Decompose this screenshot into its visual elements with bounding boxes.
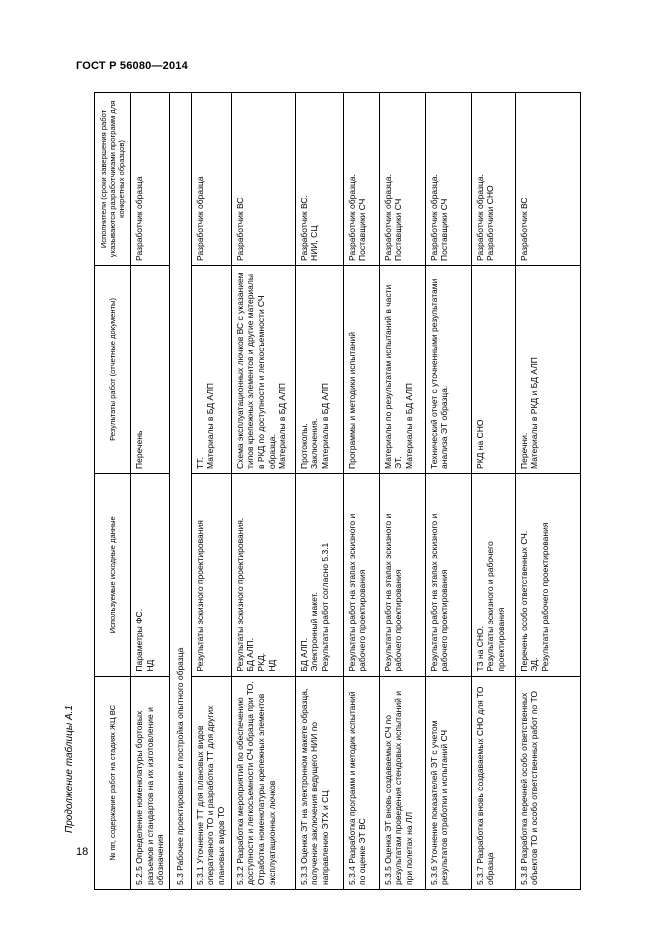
cell-line: БД АЛП. (245, 637, 256, 672)
input-data-cell (471, 473, 515, 676)
work-content-cell: 5.3.5 Оценка ЭТ вновь создаваемых СЧ по результатам проведения стендовых испытаний и при полетах на ЛЛ (379, 676, 425, 889)
cell-line: Перечень особо ответственных СЧ. (518, 530, 529, 672)
executors-cell (425, 93, 471, 266)
cell-line: Разработчик образца (194, 176, 205, 261)
table-row (425, 93, 471, 890)
input-data-cell (425, 473, 471, 676)
work-content-cell: 5.3.1 Уточнение ТТ для плановых видов оперативного ТО и разработка ТТ для других плановых видов ТО (191, 676, 231, 889)
work-content-cell: 5.3.3 Оценка ЭТ на электронном макете образца, получение заключения ведущего НИИ по направлению ЭТХ и СЦ (295, 676, 343, 889)
cell-line: Результаты работ на этапах эскизного и рабочего проектирования (428, 513, 450, 672)
input-data-cell (379, 473, 425, 676)
cell-line: Результаты эскизного проектирования. (234, 517, 245, 672)
input-data-cell (515, 473, 580, 676)
work-content-cell: 5.3.8 Разработка перечней особо ответственных объектов ТО и особо ответственных работ по ТО (515, 676, 580, 889)
cell-line: Материалы в РКД и БД АЛП (529, 357, 540, 469)
cell-line: Разработчик образца. (382, 174, 393, 261)
cell-line: ЭД. (529, 657, 540, 672)
cell-line: Параметры ФС. (134, 608, 144, 672)
results-cell (515, 265, 580, 473)
rotated-table-wrapper (94, 92, 581, 890)
cell-line: Результаты работ на этапах эскизного и рабочего проектирования (346, 513, 368, 672)
cell-line: Программы и методики испытаний (346, 331, 357, 469)
column-header: Исполнители (сроки завершения работ указываются разработчиками программ для конкретных образцов) (95, 93, 131, 266)
cell-line: ТТ. (194, 457, 205, 469)
cell-line: Материалы в БД АЛП (319, 382, 330, 469)
table-row (343, 93, 379, 890)
cell-line: Заключения. (309, 418, 320, 469)
document-header: ГОСТ Р 56080—2014 (76, 60, 188, 72)
input-data-cell (131, 473, 170, 676)
cell-line: Результаты работ согласно 5.3.1 (319, 542, 330, 672)
table-row (231, 93, 295, 890)
results-cell (471, 265, 515, 473)
cell-line: Поставщики СЧ (393, 198, 404, 261)
table-row (295, 93, 343, 890)
cell-line: Технический отчет с уточненными результатами анализа ЭТ образца. (428, 278, 450, 469)
cell-line: НД (144, 659, 155, 672)
page-number: 18 (76, 846, 89, 858)
cell-line: Результаты эскизного проектирования (194, 520, 205, 672)
cell-line: РКД на СНО (474, 419, 485, 469)
executors-cell (515, 93, 580, 266)
cell-line: Разработчик ВС (518, 197, 529, 261)
executors-cell (379, 93, 425, 266)
column-header: № пп, содержание работ на стадиях ЖЦ ВС (95, 676, 131, 889)
cell-line: Результаты рабочего проектирования (539, 522, 550, 672)
results-cell (379, 265, 425, 473)
table-row (131, 93, 170, 890)
table-header-row (95, 93, 131, 890)
cell-line: Материалы в БД АЛП (277, 382, 288, 469)
cell-line: Перечень (134, 430, 144, 469)
table-row (471, 93, 515, 890)
column-header: Результаты работ (отчетные документы) (95, 265, 131, 473)
table-row (379, 93, 425, 890)
column-header: Используемые исходные данные (95, 473, 131, 676)
executors-cell (471, 93, 515, 266)
input-data-cell (231, 473, 295, 676)
cell-line: Перечни. (518, 432, 529, 469)
cell-line: Материалы по результатам испытаний в части ЭТ. (382, 284, 404, 469)
cell-line: НИИ, СЦ (309, 225, 320, 261)
cell-line: ТЗ на СНО. (474, 625, 485, 672)
work-content-cell: 5.3.6 Уточнение показателей ЭТ с учетом результатов отработки и испытаний СЧ (425, 676, 471, 889)
cell-line: Поставщики СЧ (357, 198, 368, 261)
cell-line: БД АЛП. (298, 637, 309, 672)
input-data-cell (191, 473, 231, 676)
section-row (169, 93, 191, 890)
cell-line: НД (266, 659, 277, 672)
input-data-cell (295, 473, 343, 676)
executors-cell (231, 93, 295, 266)
results-cell (295, 265, 343, 473)
results-cell (131, 265, 170, 473)
input-data-cell (343, 473, 379, 676)
cell-line: Разработчик образца. (474, 174, 485, 261)
table-caption: Продолжение таблицы А.1 (64, 705, 75, 833)
cell-line: Материалы в БД АЛП (403, 382, 414, 469)
cell-line: Разработчик образца. (346, 174, 357, 261)
cell-line: Результаты работ на этапах эскизного и рабочего проектирования (382, 513, 404, 672)
table-row (515, 93, 580, 890)
work-content-cell: 5.3.7 Разработка вновь создаваемых СНО для ТО образца (471, 676, 515, 889)
work-content-cell: 5.3.2 Разработка мероприятий по обеспечению доступности и легкосъемности СЧ образца при ТО. Отработка номенклатуры крепежных элементов эксплуатационных лючков (231, 676, 295, 889)
cell-line: Разработчик образца. (428, 174, 439, 261)
work-table (94, 92, 581, 890)
cell-line: Результаты эскизного и рабочего проектирования (485, 541, 506, 672)
cell-line: Разработчик ВС. (298, 195, 309, 261)
cell-line: Схема эксплуатационных лючков ВС с указанием типов крепежных элементов и другие материалы в РКД по доступности и легкосъемности СЧ образца. (234, 272, 277, 469)
work-content-cell: 5.2.5 Определение номенклатуры бортовых разъемов и стандартов на их изготовление и обозначения (131, 676, 170, 889)
cell-line: Разработчик образца (134, 176, 144, 261)
results-cell (343, 265, 379, 473)
executors-cell (343, 93, 379, 266)
executors-cell (191, 93, 231, 266)
cell-line: Поставщики СЧ (439, 198, 450, 261)
section-title: 5.3 Рабочее проектирование и постройка опытного образца (169, 93, 191, 890)
cell-line: РКД. (255, 652, 266, 672)
executors-cell (295, 93, 343, 266)
cell-line: Материалы в БД АЛП (205, 382, 216, 469)
cell-line: Разработчики СНО (485, 185, 496, 261)
results-cell (425, 265, 471, 473)
cell-line: Протоколы. (298, 423, 309, 469)
cell-line: Электронный макет. (309, 592, 320, 672)
executors-cell (131, 93, 170, 266)
cell-line: Разработчик ВС (234, 197, 245, 261)
work-content-cell: 5.3.4 Разработка программ и методик испытаний по оценке ЭТ ВС (343, 676, 379, 889)
results-cell (231, 265, 295, 473)
table-row (191, 93, 231, 890)
results-cell (191, 265, 231, 473)
